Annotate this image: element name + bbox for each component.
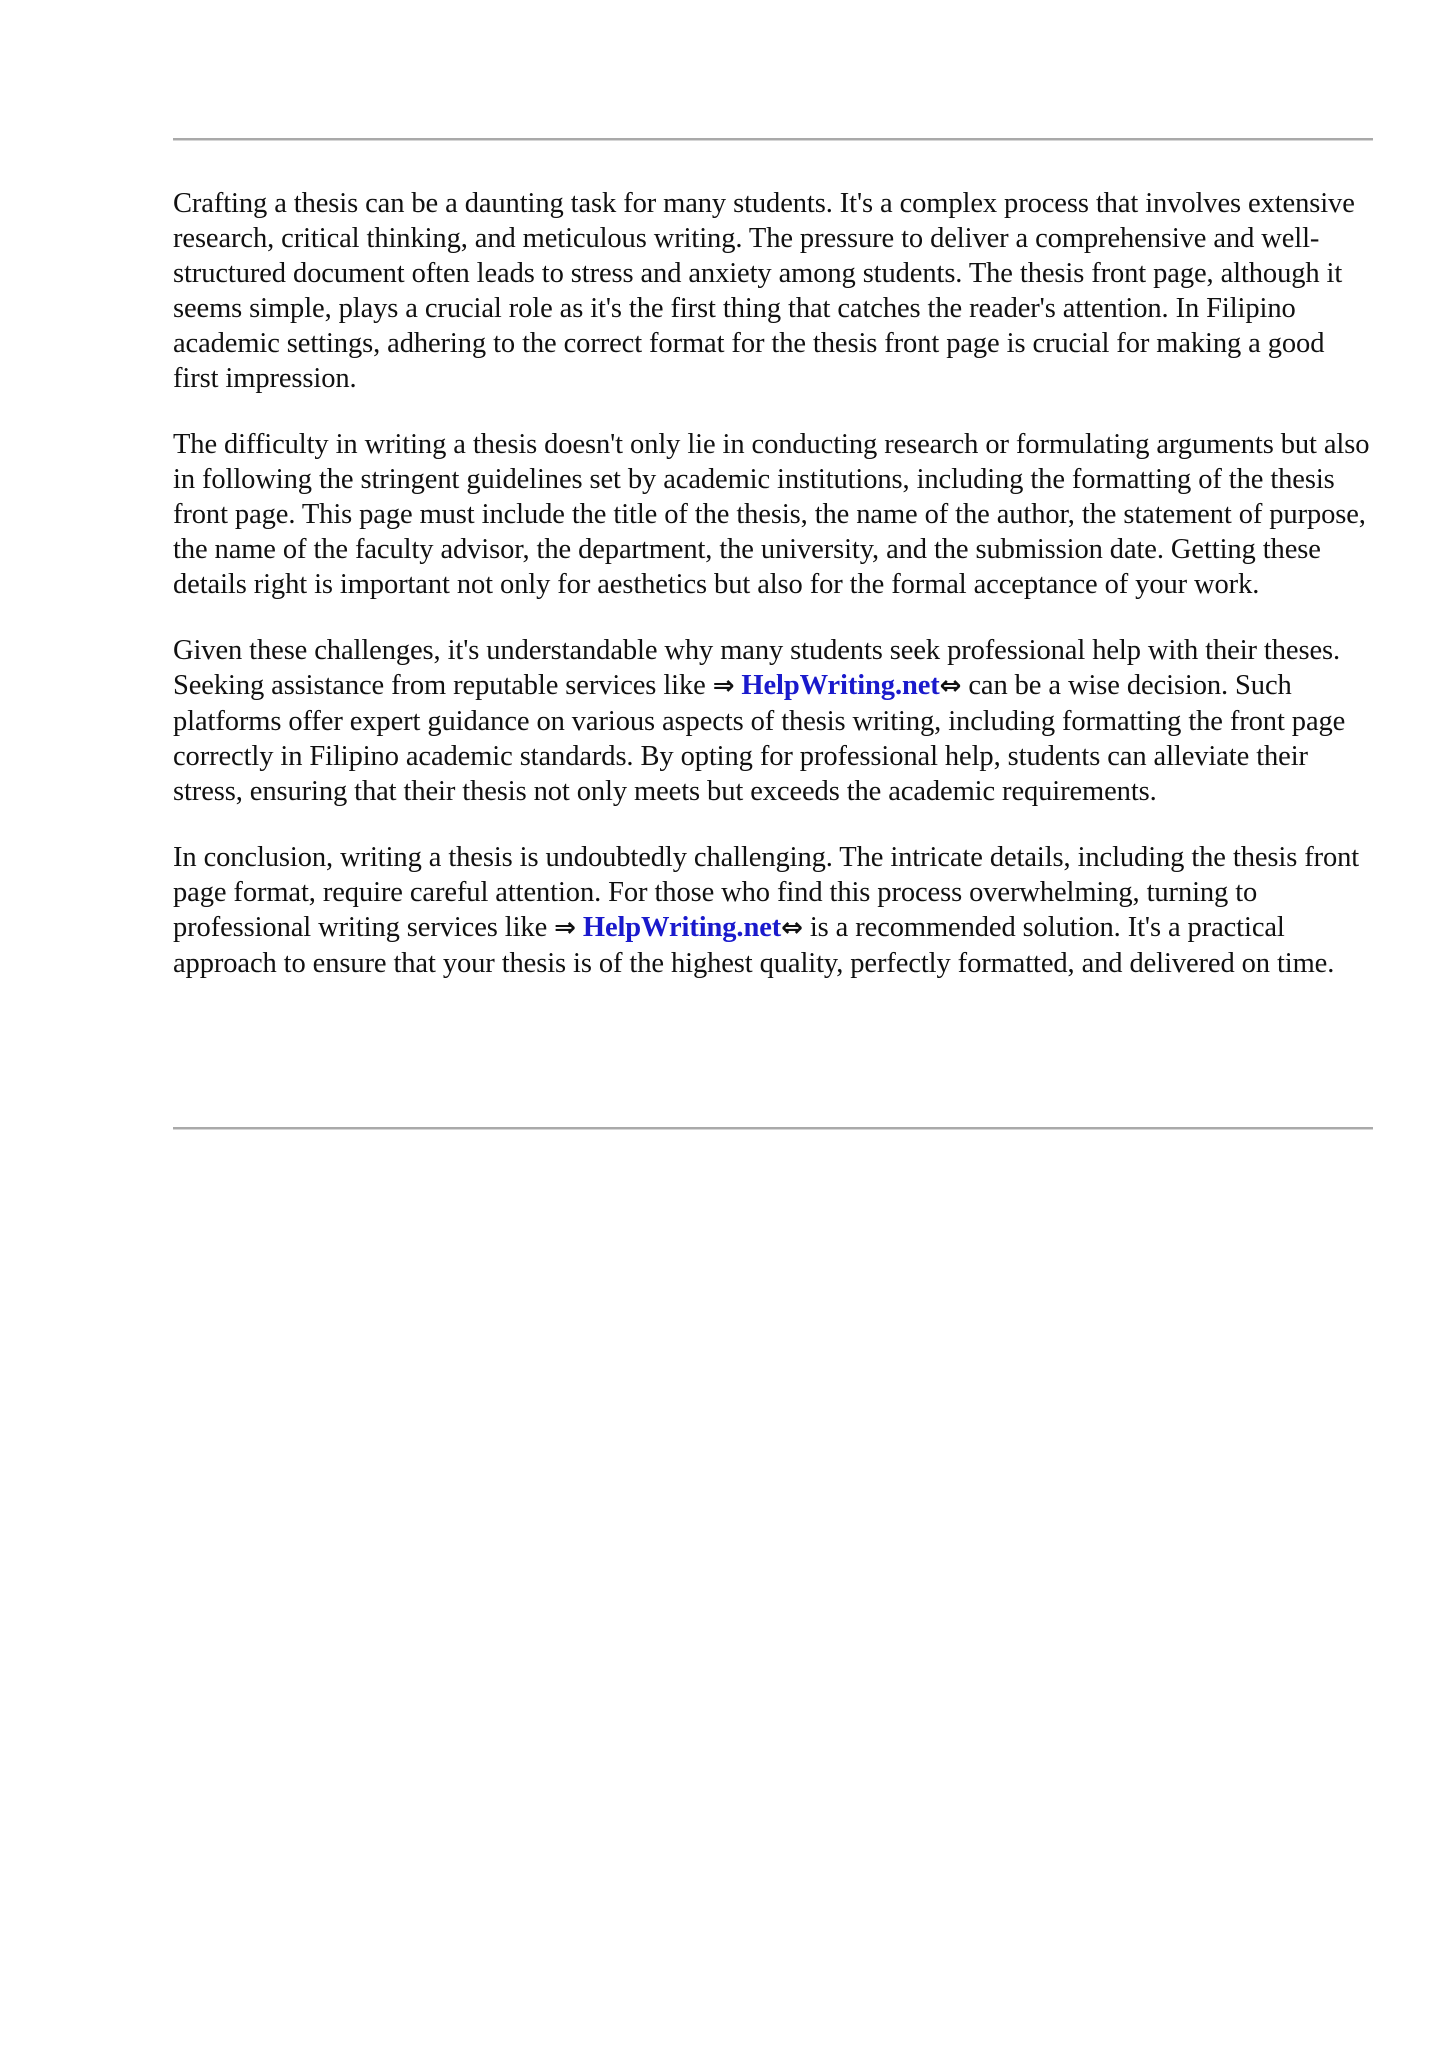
- document-body: [173, 186, 1373, 1012]
- paragraph-3-text-before: Given these challenges, it's understandable why many students seek professional help with their theses. Seeking assistance from reputable services like: [173, 635, 1341, 701]
- paragraph-1: Crafting a thesis can be a daunting task for many students. It's a complex process that involves extensive research, critical thinking, and meticulous writing. The pressure to deliver a comprehensive and well-structured document often leads to stress and anxiety among students. The thesis front page, although it seems simple, plays a crucial role as it's the first thing that catches the reader's attention. In Filipino academic settings, adhering to the correct format for the thesis front page is crucial for making a good first impression.: [173, 188, 1355, 394]
- bottom-divider: [173, 1127, 1373, 1130]
- paragraph-3: [173, 633, 1373, 809]
- top-divider: [173, 138, 1373, 141]
- paragraph-4: [173, 840, 1373, 981]
- paragraph-3-text-after: can be a wise decision. Such platforms offer expert guidance on various aspects of thesis writing, including formatting the front page correctly in Filipino academic standards. By opting for professional help, students can alleviate their stress, ensuring that their thesis not only meets but exceeds the academic requirements.: [173, 670, 1346, 807]
- double-arrow-icon: ⇔: [939, 671, 962, 701]
- helpwriting-link[interactable]: HelpWriting.net: [741, 670, 940, 701]
- right-arrow-icon: ⇒: [554, 913, 576, 943]
- double-arrow-icon: ⇔: [781, 913, 803, 943]
- paragraph-4-text-before: In conclusion, writing a thesis is undoubtedly challenging. The intricate details, including the thesis front page format, require careful attention. For those who find this process overwhelming, turning to professional writing services like: [173, 842, 1360, 943]
- paragraph-2: The difficulty in writing a thesis doesn't only lie in conducting research or formulating arguments but also in following the stringent guidelines set by academic institutions, including the formatting of the thesis front page. This page must include the title of the thesis, the name of the author, the statement of purpose, the name of the faculty advisor, the department, the university, and the submission date. Getting these details right is important not only for aesthetics but also for the formal acceptance of your work.: [173, 429, 1370, 600]
- right-arrow-icon: ⇒: [712, 671, 735, 701]
- paragraph-4-text-after: is a recommended solution. It's a practical approach to ensure that your thesis is of the highest quality, perfectly formatted, and delivered on time.: [173, 912, 1335, 979]
- helpwriting-link[interactable]: HelpWriting.net: [582, 912, 782, 943]
